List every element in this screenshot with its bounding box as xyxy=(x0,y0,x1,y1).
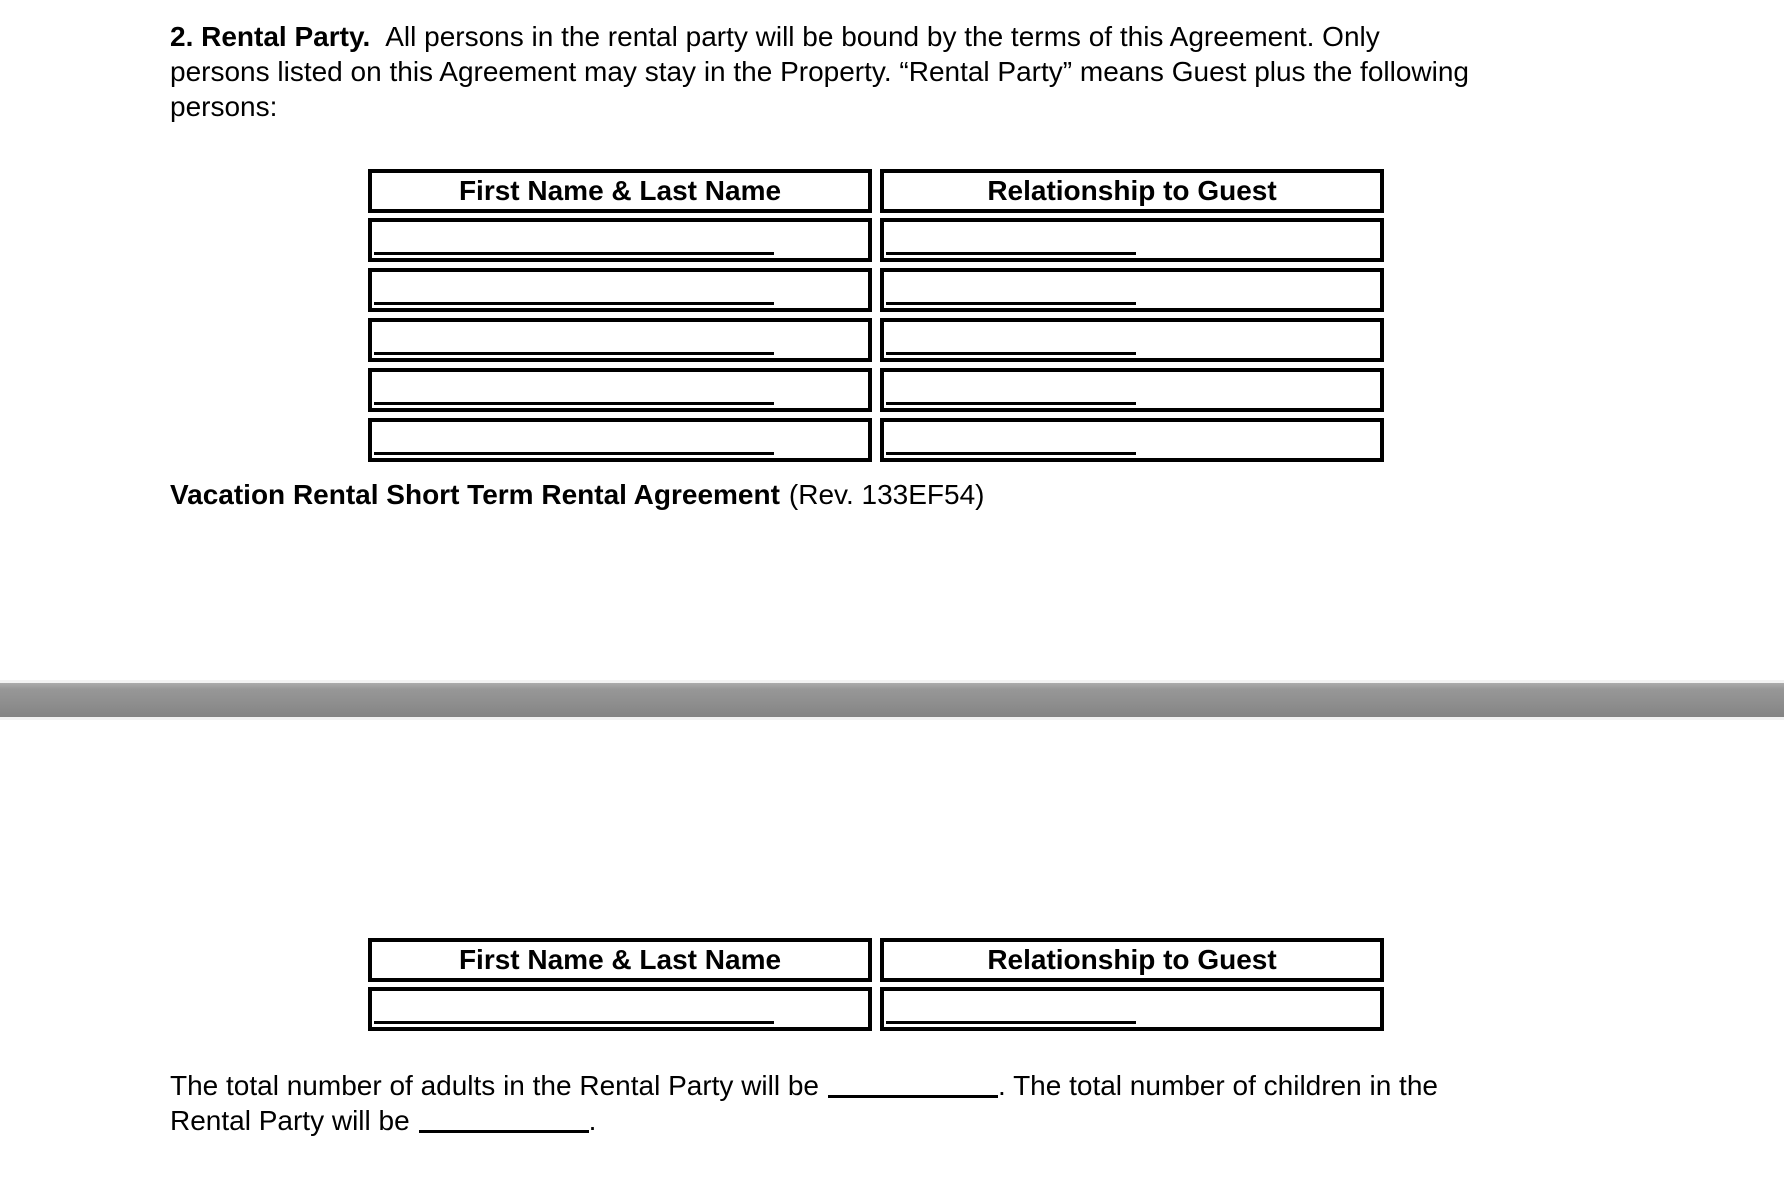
header-cell-relationship-to-guest: Relationship to Guest xyxy=(880,938,1384,982)
header-cell-relationship-to-guest: Relationship to Guest xyxy=(880,169,1384,213)
sentence-period: . xyxy=(588,1105,597,1136)
fill-in-line xyxy=(886,402,1136,405)
rental-party-table-2 xyxy=(368,938,1384,1037)
table-blank-row xyxy=(368,987,1384,1031)
footer-title: Vacation Rental Short Term Rental Agreement xyxy=(170,479,780,510)
footer-revision: (Rev. 133EF54) xyxy=(788,479,985,510)
totals-paragraph xyxy=(170,1068,1438,1138)
fill-in-line xyxy=(374,352,774,355)
paragraph-line: persons: xyxy=(170,91,278,122)
fill-in-line xyxy=(374,402,774,405)
children-sentence-start: . The total number of children in the xyxy=(998,1070,1438,1101)
table-blank-cell xyxy=(368,218,872,262)
fill-in-line xyxy=(886,452,1136,455)
fill-in-line xyxy=(374,302,774,305)
table-body xyxy=(368,218,1384,462)
fill-in-line xyxy=(374,1021,774,1024)
document-page-2 xyxy=(0,720,1784,1190)
fill-in-line xyxy=(886,302,1136,305)
table-blank-row xyxy=(368,268,1384,312)
table-blank-cell xyxy=(368,987,872,1031)
table-blank-cell xyxy=(880,218,1384,262)
paragraph-line xyxy=(170,1103,1438,1138)
table-header-row xyxy=(368,169,1384,213)
table-blank-row xyxy=(368,318,1384,362)
table-blank-cell xyxy=(880,987,1384,1031)
page-break-gap xyxy=(0,680,1784,720)
table-body xyxy=(368,987,1384,1031)
table-blank-row xyxy=(368,418,1384,462)
table-blank-row xyxy=(368,218,1384,262)
fill-in-line xyxy=(374,452,774,455)
page-break-divider-bar xyxy=(0,683,1784,717)
header-cell-first-last-name: First Name & Last Name xyxy=(368,938,872,982)
table-blank-cell xyxy=(368,368,872,412)
rental-party-section-paragraph xyxy=(170,19,1469,124)
fill-in-line xyxy=(374,252,774,255)
children-count-blank-line xyxy=(419,1129,589,1133)
rental-party-table-1 xyxy=(368,169,1384,468)
table-blank-cell xyxy=(368,318,872,362)
table-blank-row xyxy=(368,368,1384,412)
fill-in-line xyxy=(886,352,1136,355)
table-header-row xyxy=(368,938,1384,982)
table-blank-cell xyxy=(880,268,1384,312)
fill-in-line xyxy=(886,252,1136,255)
paragraph-text: All persons in the rental party will be bound by the terms of this Agreement. Only xyxy=(385,21,1380,52)
header-cell-first-last-name: First Name & Last Name xyxy=(368,169,872,213)
section-number-label: 2. Rental Party. xyxy=(170,21,371,52)
adults-sentence-start: The total number of adults in the Rental Party will be xyxy=(170,1070,820,1101)
table-blank-cell xyxy=(880,318,1384,362)
document-footer xyxy=(170,477,984,512)
paragraph-line xyxy=(170,19,1469,54)
adults-count-blank-line xyxy=(828,1094,998,1098)
children-sentence-cont: Rental Party will be xyxy=(170,1105,410,1136)
table-blank-cell xyxy=(368,418,872,462)
paragraph-line xyxy=(170,1068,1438,1103)
fill-in-line xyxy=(886,1021,1136,1024)
table-blank-cell xyxy=(880,368,1384,412)
table-blank-cell xyxy=(368,268,872,312)
paragraph-line: persons listed on this Agreement may stay in the Property. “Rental Party” means Guest plus the following xyxy=(170,56,1469,87)
table-blank-cell xyxy=(880,418,1384,462)
